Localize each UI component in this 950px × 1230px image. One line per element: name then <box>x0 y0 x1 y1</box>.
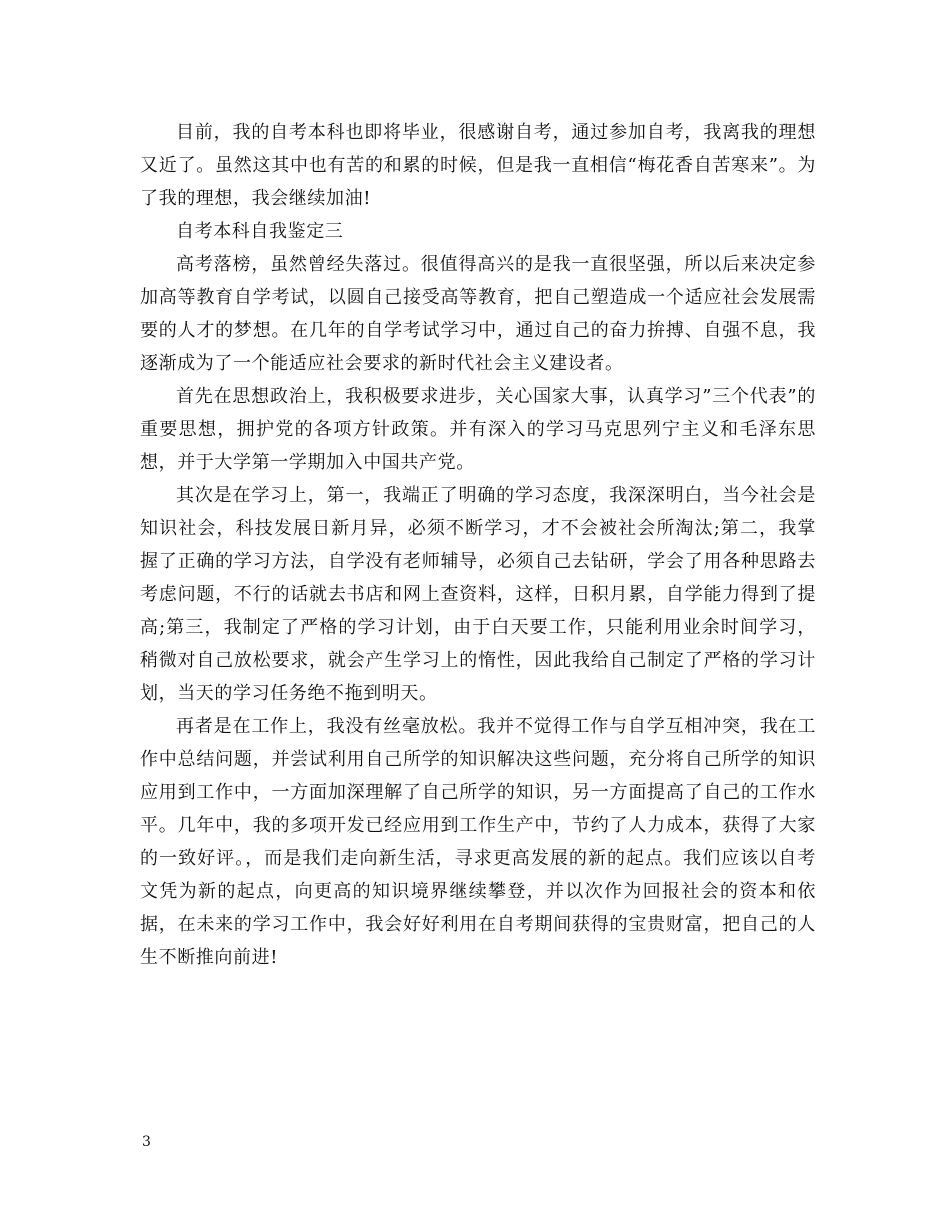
paragraph-politics: 首先在思想政治上，我积极要求进步，关心国家大事，认真学习”三个代表”的重要思想，拥护党的各项方针政策。并有深入的学习马克思列宁主义和毛泽东思想，并于大学第一学期加入中国共产党。 <box>140 386 816 473</box>
paragraph-intro: 目前，我的自考本科也即将毕业，很感谢自考，通过参加自考，我离我的理想又近了。虽然这其中也有苦的和累的时候，但是我一直相信“梅花香自苦寒来”。为了我的理想，我会继续加油! <box>140 122 816 209</box>
page-number: 3 <box>142 1134 151 1150</box>
section-heading: 自考本科自我鉴定三 <box>176 221 344 242</box>
paragraph-study: 其次是在学习上，第一，我端正了明确的学习态度，我深深明白，当今社会是知识社会，科技发展日新月异，必须不断学习，才不会被社会所淘汰;第二，我掌握了正确的学习方法，自学没有老师辅导，必须自己去钻研，学会了用各种思路去考虑问题，不行的话就去书店和网上查资料，这样，日积月累，自学能力得到了提高;第三，我制定了严格的学习计划，由于白天要工作，只能利用业余时间学习，稍微对自己放松要求，就会产生学习上的惰性，因此我给自己制定了严格的学习计划，当天的学习任务绝不拖到明天。 <box>140 485 816 704</box>
paragraph-background: 高考落榜，虽然曾经失落过。很值得高兴的是我一直很坚强，所以后来决定参加高等教育自学考试，以圆自己接受高等教育，把自己塑造成一个适应社会发展需要的人才的梦想。在几年的自学考试学习中，通过自己的奋力拚搏、自强不息，我逐渐成为了一个能适应社会要求的新时代社会主义建设者。 <box>140 254 816 374</box>
paragraph-work: 再者是在工作上，我没有丝毫放松。我并不觉得工作与自学互相冲突，我在工作中总结问题，并尝试利用自己所学的知识解决这些问题，充分将自己所学的知识应用到工作中，一方面加深理解了自己所学的知识，另一方面提高了自己的工作水平。几年中，我的多项开发已经应用到工作生产中，节约了人力成本，获得了大家的一致好评。，而是我们走向新生活，寻求更高发展的新的起点。我们应该以自考文凭为新的起点，向更高的知识境界继续攀登，并以次作为回报社会的资本和依据，在未来的学习工作中，我会好好利用在自考期间获得的宝贵财富，把自己的人生不断推向前进! <box>140 716 816 968</box>
document-body <box>140 116 816 974</box>
